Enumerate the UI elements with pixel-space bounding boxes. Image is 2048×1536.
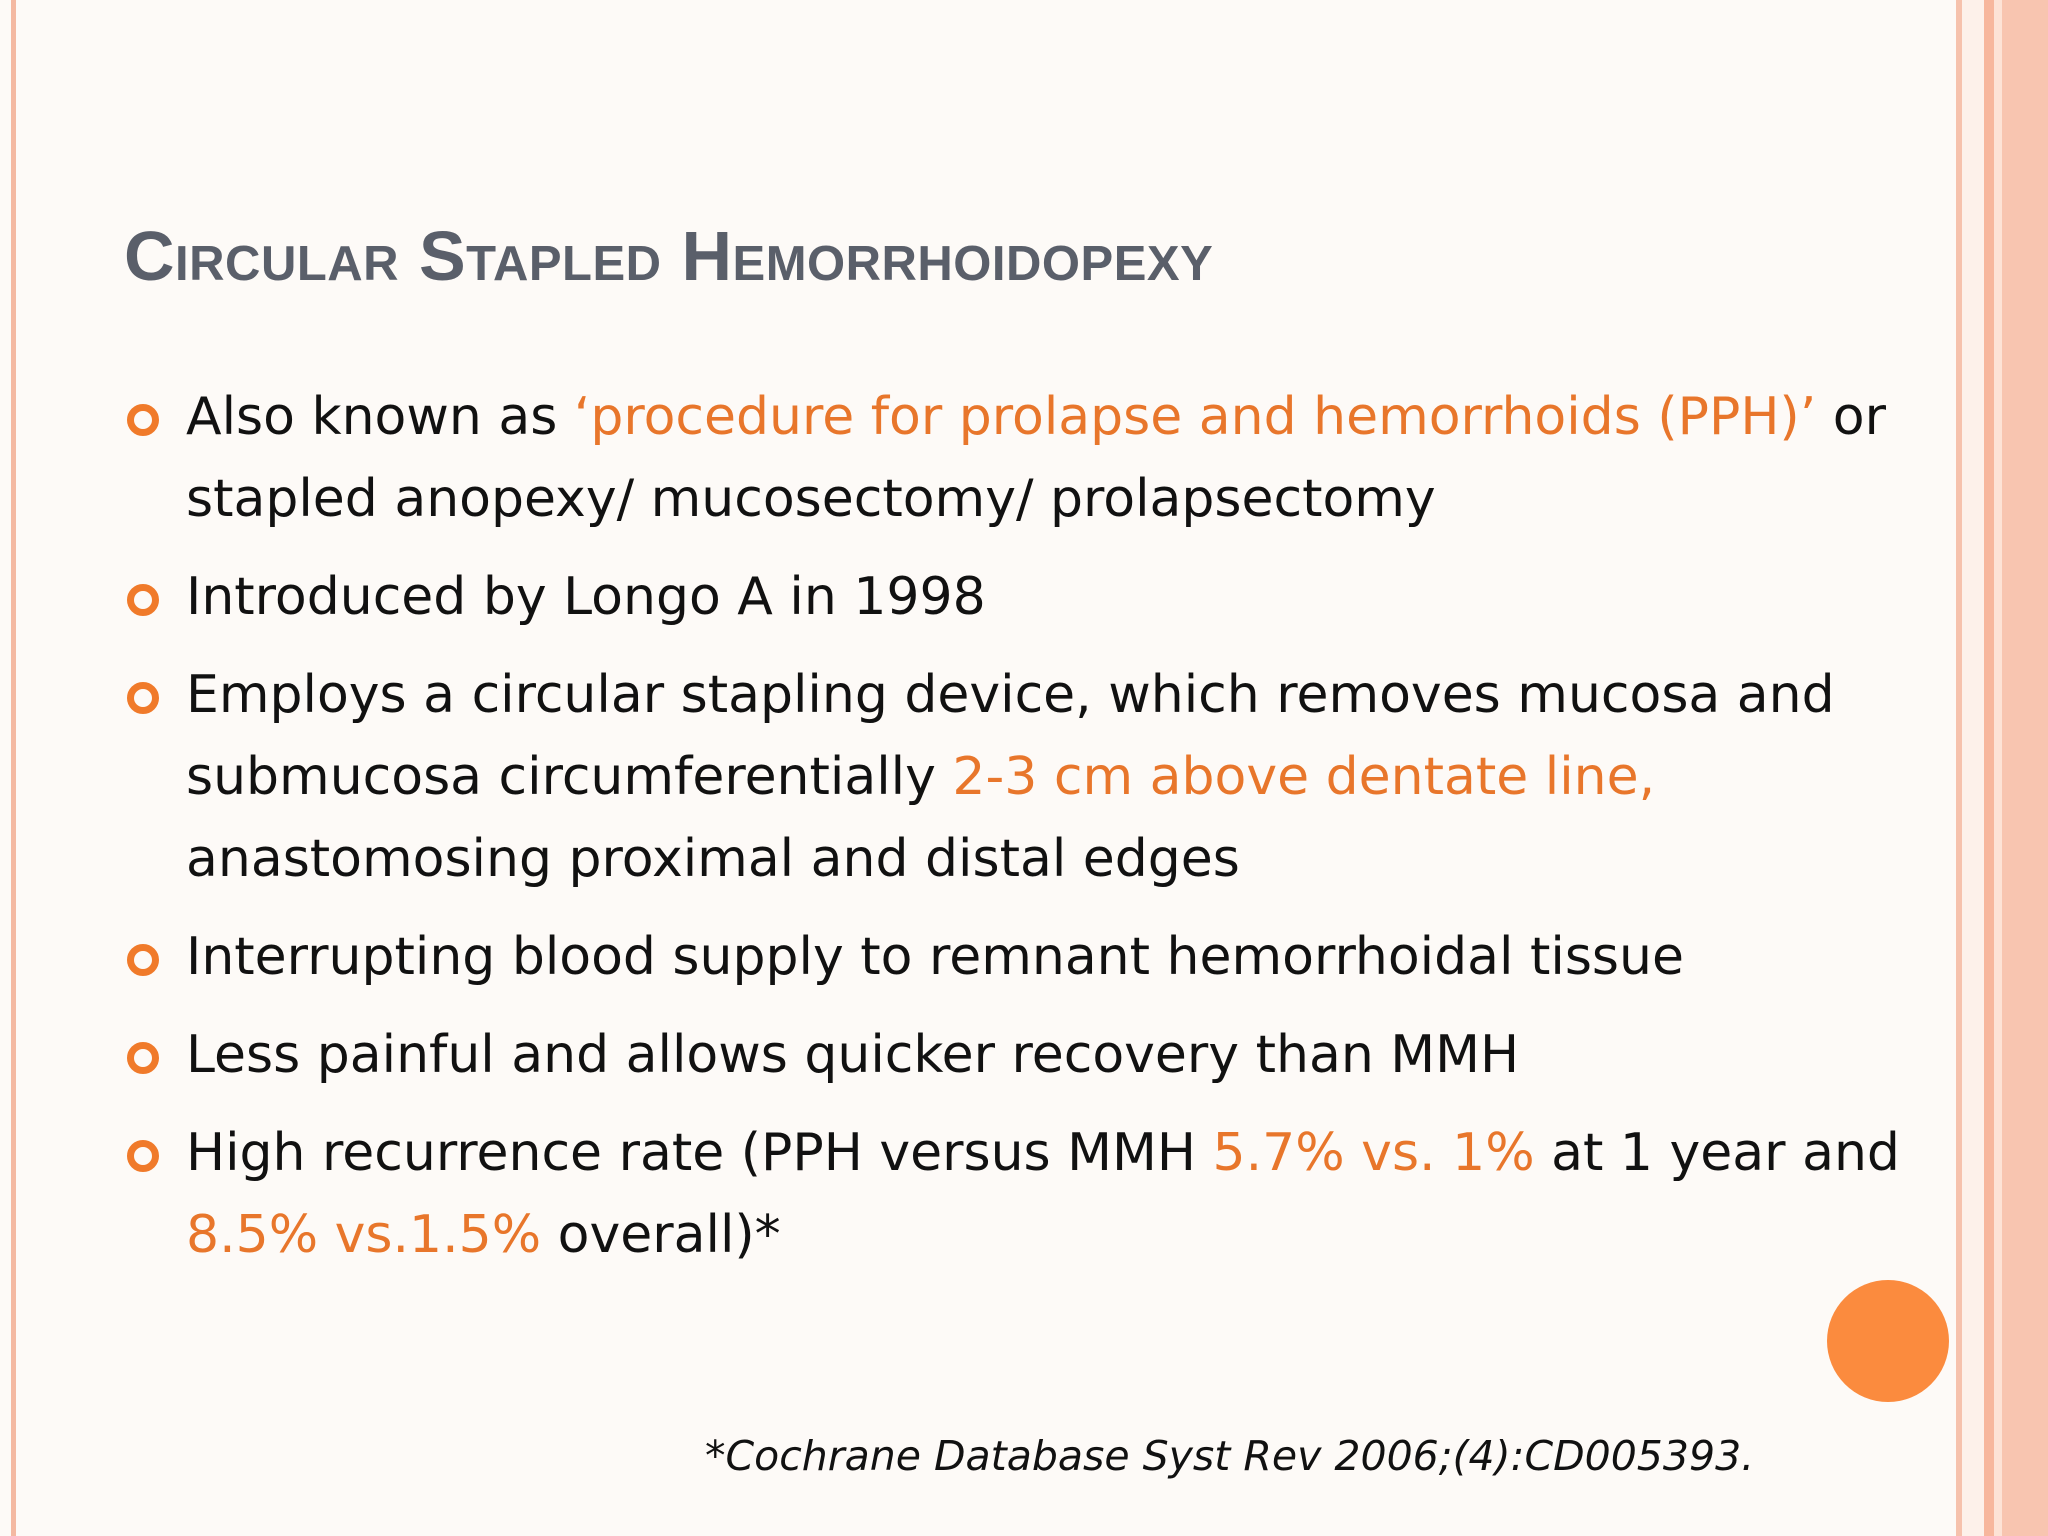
bullet-text: at 1 year and [1534,1123,1900,1183]
ring-bullet-icon [127,1042,159,1074]
bullet-list [186,376,1906,1292]
highlighted-text: ‘procedure for prolapse and hemorrhoids (PPH)’ [573,387,1817,447]
right-decorative-stripes [1956,0,2048,1536]
stripe [1962,0,1984,1536]
bullet-item [186,1112,1906,1276]
highlighted-text: 2-3 cm above dentate line, [952,747,1656,807]
bullet-text: High recurrence rate (PPH versus MMH [186,1123,1213,1183]
highlighted-text: 5.7% vs. 1% [1212,1123,1535,1183]
bullet-item [186,1014,1906,1096]
ring-bullet-icon [127,682,159,714]
stripe [2002,0,2048,1536]
bullet-text: anastomosing proximal and distal edges [186,829,1240,889]
bullet-text: Introduced by Longo A in 1998 [186,567,986,627]
ring-bullet-icon [127,1140,159,1172]
bullet-item [186,916,1906,998]
bullet-item [186,654,1906,900]
bullet-text: overall)* [541,1205,781,1265]
bullet-text: Also known as [186,387,574,447]
left-border-line [11,0,16,1536]
ring-bullet-icon [127,404,159,436]
bullet-text: Less painful and allows quicker recovery than MMH [186,1025,1520,1085]
ring-bullet-icon [127,584,159,616]
slide-title: Circular Stapled Hemorrhoidopexy [124,217,1214,295]
stripe [1994,0,2002,1536]
bullet-text: Interrupting blood supply to remnant hemorrhoidal tissue [186,927,1684,987]
stripe [1984,0,1994,1536]
bullet-item [186,376,1906,540]
bullet-text: Employs a circular stapling device, which removes mucosa and submucosa circumferentially [186,665,1835,807]
highlighted-text: 8.5% vs.1.5% [186,1205,542,1265]
ring-bullet-icon [127,944,159,976]
bullet-text: or stapled anopexy/ mucosectomy/ prolapsectomy [186,387,1886,529]
citation: *Cochrane Database Syst Rev 2006;(4):CD005393. [705,1432,1755,1480]
bullet-item [186,556,1906,638]
orange-circle-decoration [1827,1280,1949,1402]
